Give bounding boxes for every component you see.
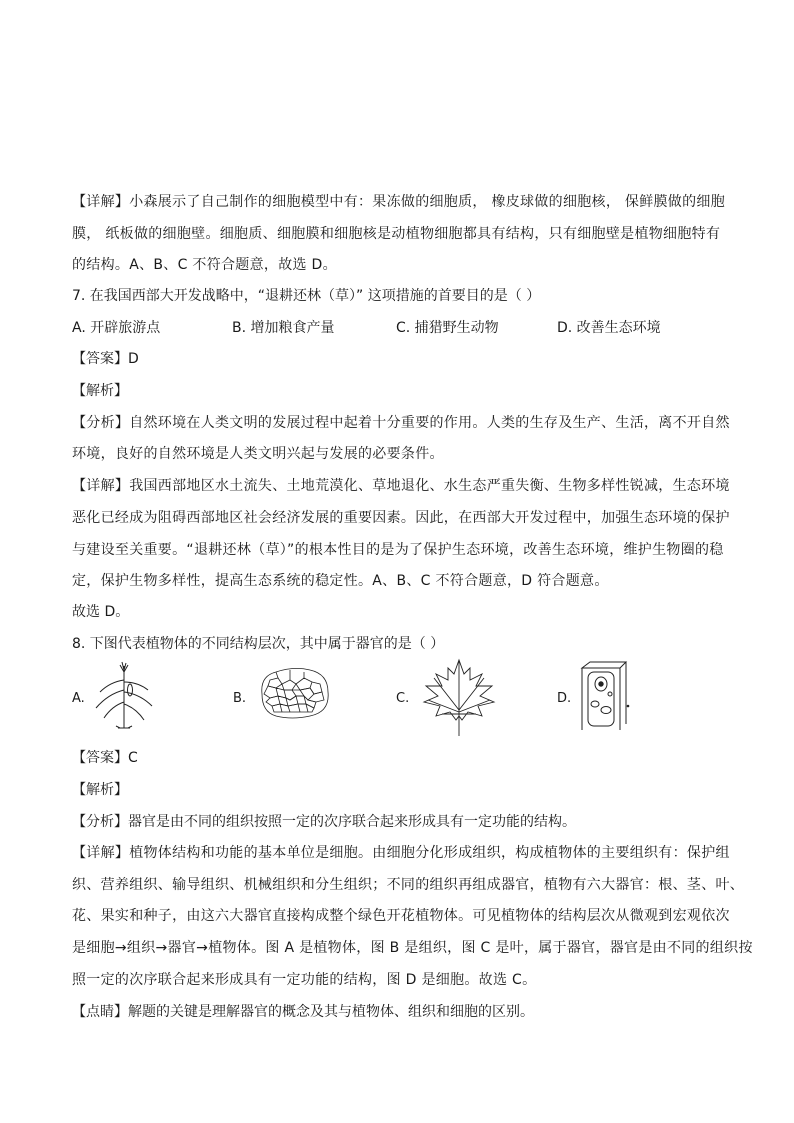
- q7-detail-line-4: 定，保护生物多样性，提高生态系统的稳定性。A、B、C 不符合题意，D 符合题意。: [72, 573, 609, 589]
- leaf-figure: [420, 656, 498, 738]
- corn-plant-figure: [92, 660, 156, 730]
- q7-question: 7. 在我国西部大开发战略中，“退耕还林（草）” 这项措施的首要目的是（ ）: [72, 288, 541, 304]
- q7-option-a: A. 开辟旅游点: [72, 320, 161, 336]
- q7-detail-line-1: 【详解】我国西部地区水土流失、土地荒漠化、草地退化、水生态严重失衡、生物多样性锐减，生态环境: [72, 478, 730, 494]
- q6-detail-line-3: 的结构。A、B、C 不符合题意，故选 D。: [72, 257, 337, 273]
- q7-option-c: C. 捕猎野生动物: [396, 320, 499, 336]
- q7-analysis-line-2: 环境，良好的自然环境是人类文明兴起与发展的必要条件。: [72, 446, 444, 462]
- q8-detail-line-3: 花、果实和种子，由这六大器官直接构成整个绿色开花植物体。可见植物体的结构层次从微观到宏观依次: [72, 908, 730, 924]
- tissue-figure: [256, 666, 332, 720]
- q8-answer: 【答案】C: [72, 750, 138, 766]
- q7-detail-line-2: 恶化已经成为阻碍西部地区社会经济发展的重要因素。因此，在西部大开发过程中，加强生态环境的保护: [72, 510, 730, 526]
- figure-c-label: C.: [396, 691, 410, 706]
- q8-detail-line-2: 织、营养组织、输导组织、机械组织和分生组织；不同的组织再组成器官，植物有六大器官：根、茎、叶、: [72, 877, 745, 893]
- q7-option-d: D. 改善生态环境: [557, 320, 661, 336]
- q7-analysis-line-1: 【分析】自然环境在人类文明的发展过程中起着十分重要的作用。人类的生存及生产、生活，离不开自然: [72, 415, 730, 431]
- q7-detail-line-3: 与建设至关重要。“退耕还林（草）”的根本性目的是为了保护生态环境，改善生态环境，维护生物圈的稳: [72, 542, 724, 558]
- q6-detail-line-2: 膜， 纸板做的细胞壁。细胞质、细胞膜和细胞核是动植物细胞都具有结构，只有细胞壁是植物细胞特有: [72, 226, 721, 242]
- plant-cell-figure: [580, 660, 632, 732]
- q8-detail-line-1: 【详解】植物体结构和功能的基本单位是细胞。由细胞分化形成组织，构成植物体的主要组织有：保护组: [72, 845, 730, 861]
- figure-b-label: B.: [233, 691, 247, 706]
- q7-detail-line-5: 故选 D。: [72, 604, 130, 620]
- figure-d-label: D.: [557, 691, 572, 706]
- q6-detail-line-1: 【详解】小森展示了自己制作的细胞模型中有：果冻做的细胞质， 橡皮球做的细胞核， 保鲜膜做的细胞: [72, 194, 725, 210]
- q7-analysis-heading: 【解析】: [72, 383, 128, 399]
- q8-analysis-heading: 【解析】: [72, 782, 128, 798]
- q7-option-b: B. 增加粮食产量: [232, 320, 335, 336]
- q8-analysis-line-1: 【分析】器官是由不同的组织按照一定的次序联合起来形成具有一定功能的结构。: [72, 814, 576, 830]
- q8-comment: 【点睛】解题的关键是理解器官的概念及其与植物体、组织和细胞的区别。: [72, 1004, 534, 1020]
- q8-detail-line-4: 是细胞→组织→器官→植物体。图 A 是植物体，图 B 是组织，图 C 是叶，属于器官，器官是由不同的组织按: [72, 940, 753, 956]
- q8-detail-line-5: 照一定的次序联合起来形成具有一定功能的结构，图 D 是细胞。故选 C。: [72, 972, 537, 988]
- q8-question: 8. 下图代表植物体的不同结构层次，其中属于器官的是（ ）: [72, 636, 445, 652]
- q7-answer: 【答案】D: [72, 351, 139, 367]
- figure-a-label: A.: [72, 691, 85, 706]
